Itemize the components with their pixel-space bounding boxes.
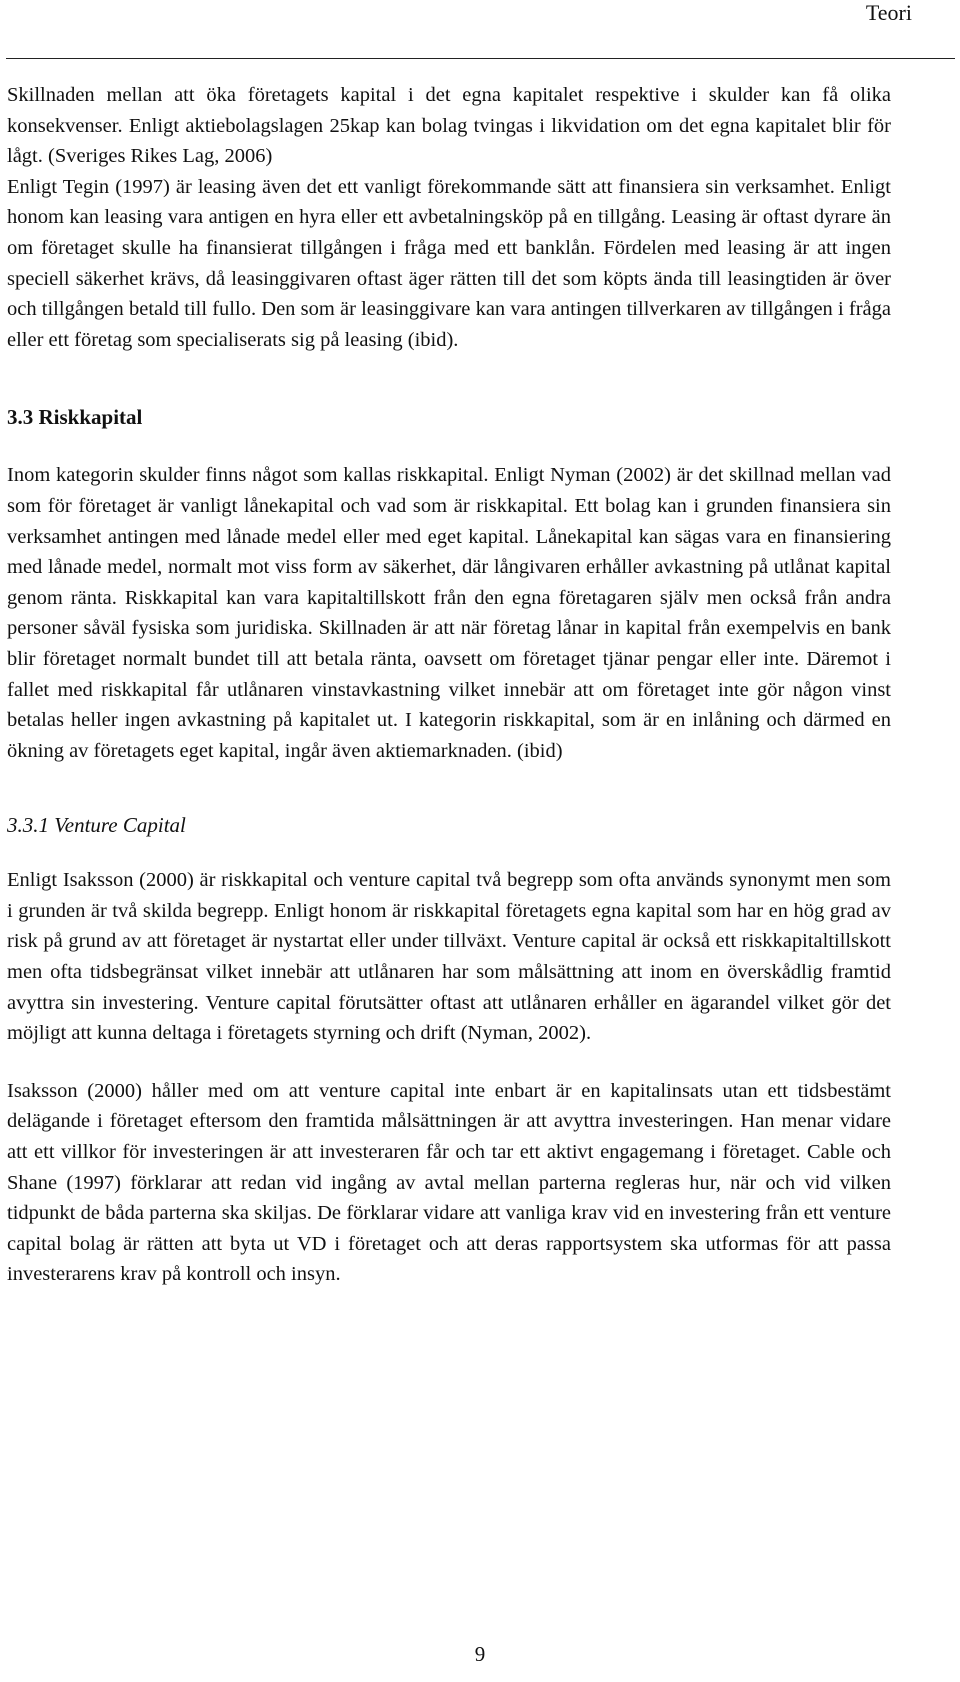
subsection-heading-venture-capital: 3.3.1 Venture Capital [7, 813, 186, 838]
header-rule [6, 58, 955, 59]
document-body [7, 80, 891, 1290]
paragraph-venture-capital-definition: Enligt Isaksson (2000) är riskkapital och venture capital två begrepp som ofta används synonymt men som i grunden är två skilda begrepp. Enligt honom är riskkapital företagets egna kapital som har en hög grad av risk på grund av att företaget är nystartat eller under tillväxt. Venture capital är också ett riskkapitaltillskott men ofta tidsbegränsat vilket innebär att utlånaren har som målsättning att inom en överskådlig framtid avyttra sin investering. Venture capital förutsätter oftast att utlånaren erhåller en ägarandel vilket gör det möjligt att kunna deltaga i företagets styrning och drift (Nyman, 2002). [7, 869, 891, 1045]
running-header [0, 0, 960, 36]
paragraph-leasing: Enligt Tegin (1997) är leasing även det ett vanligt förekommande sätt att finansiera sin verksamhet. Enligt honom kan leasing vara antigen en hyra eller ett avbetalningsköp på en tillgång. Leasing är oftast dyrare än om företaget skulle ha finansierat tillgången i fråga med ett banklån. Fördelen med leasing är att ingen speciell säkerhet krävs, då leasinggivaren oftast äger rätten till det som köpts ända till leasingtiden är över och tillgången betald till fullo. Den som är leasinggivare kan vara antingen tillverkaren av tillgången i fråga eller ett företag som specialiserats sig på leasing (ibid). [7, 175, 891, 351]
page-number: 9 [474, 1642, 486, 1666]
paragraph-riskkapital: Inom kategorin skulder finns något som kallas riskkapital. Enligt Nyman (2002) är det skillnad mellan vad som för företaget är vanligt lånekapital och vad som är riskkapital. Ett bolag kan i grunden finansiera sin verksamhet antingen med lånade medel eller med eget kapital. Lånekapital kan sägas vara en finansiering med lånade medel, normalt mot viss form av säkerhet, där långivaren erhåller avkastning på utlånat kapital genom ränta. Riskkapital kan vara kapitaltillskott från den egna företagaren själv men också från andra personer såväl fysiska som juridiska. Skillnaden är att när företag lånar in kapital från exempelvis en bank blir företaget normalt bundet till att betala ränta, oavsett om företaget tjänar pengar eller inte. Däremot i fallet med riskkapital får utlånaren vinstavkastning vilket innebär att om företaget inte gör någon vinst betalas heller ingen avkastning på kapitalet ut. I kategorin riskkapital, som är en inlåning och därmed en ökning av företagets eget kapital, ingår även aktiemarknaden. (ibid) [7, 464, 891, 762]
section-heading-riskkapital: 3.3 Riskkapital [7, 405, 143, 430]
paragraph-venture-capital-ownership: Isaksson (2000) håller med om att venture capital inte enbart är en kapitalinsats utan ett tidsbestämt delägande i företaget eftersom den framtida målsättningen är att avyttra investeringen. Han menar vidare att ett villkor för investeringen är att investeraren får och tar ett aktivt engagemang i företaget. Cable och Shane (1997) förklarar att redan vid ingång av avtal mellan parterna regleras hur, när och vid vilken tidpunkt de båda parterna ska skiljas. De förklarar vidare att vanliga krav vid en investering från ett venture capital bolag är rätten att byta ut VD i företaget och att deras rapportsystem ska utformas för att passa investerarens krav på kontroll och insyn. [7, 1079, 891, 1286]
paragraph-capital-consequences: Skillnaden mellan att öka företagets kapital i det egna kapitalet respektive i skulder kan få olika konsekvenser. Enligt aktiebolagslagen 25kap kan bolag tvingas i likvidation om det egna kapitalet blir för lågt. (Sveriges Rikes Lag, 2006) [7, 84, 891, 168]
running-header-title: Teori [865, 0, 912, 25]
